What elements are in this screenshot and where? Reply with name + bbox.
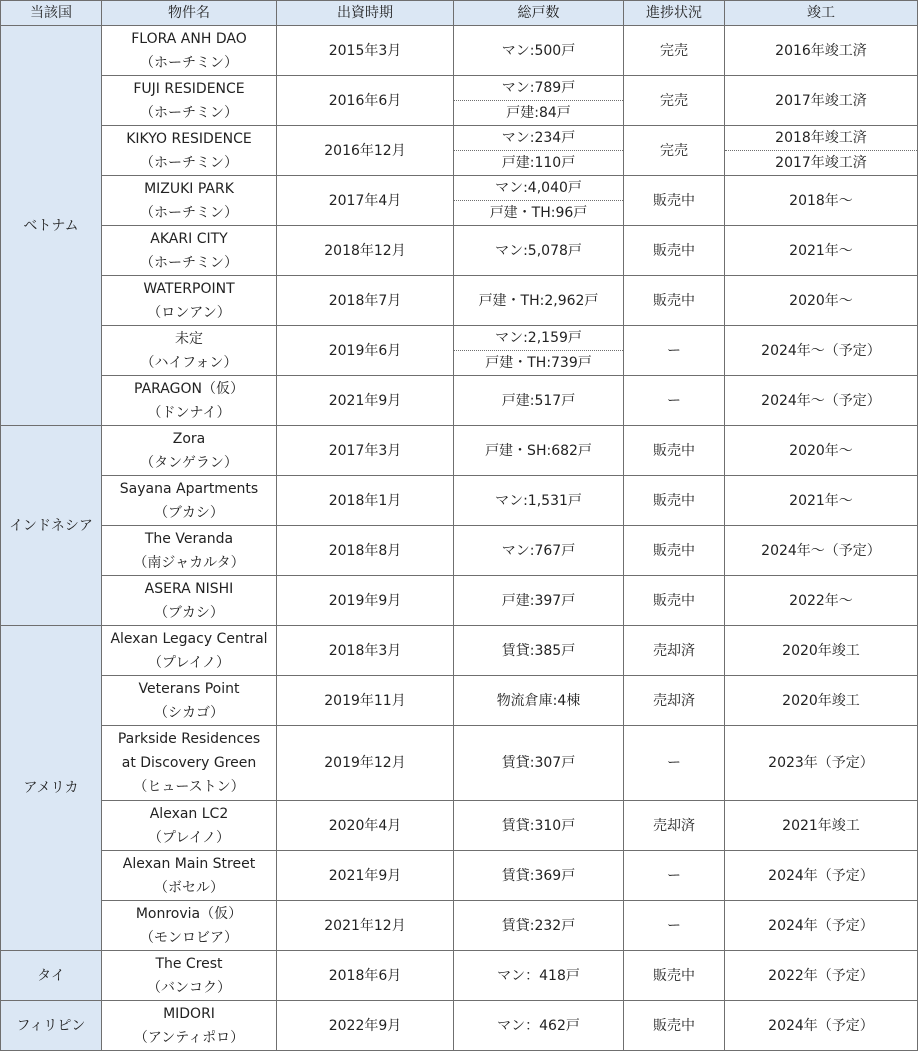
property-name-cell: [102, 126, 277, 176]
country-cell: アメリカ: [1, 626, 102, 951]
total-units-cell: [454, 326, 624, 376]
table-row: [1, 726, 918, 801]
completion-cell: [725, 226, 918, 276]
property-name-cell-line: （ヒューストン）: [133, 779, 245, 795]
table-row: [1, 76, 918, 126]
property-name-cell: [102, 576, 277, 626]
completion-cell-line: 2022年～: [789, 592, 853, 609]
total-units-cell-line: 賃貸:385戸: [501, 642, 576, 659]
total-units-cell-line: 賃貸:369戸: [501, 867, 576, 884]
header-progress: 進捗状況: [624, 1, 725, 26]
property-name-cell-line: PARAGON（仮）: [134, 380, 244, 397]
completion-cell: [725, 526, 918, 576]
completion-cell-line: 2021年～: [789, 492, 853, 509]
total-units-cell-line: 戸建・SH:682戸: [485, 442, 592, 459]
property-name-cell-line: （ロンアン）: [147, 304, 231, 321]
investment-date-cell: 2021年9月: [277, 851, 454, 901]
completion-cell-stack: [725, 126, 917, 175]
completion-cell: [725, 276, 918, 326]
country-cell: インドネシア: [1, 426, 102, 626]
property-name-cell-line: Monrovia（仮）: [135, 905, 243, 922]
property-name-cell: [102, 526, 277, 576]
total-units-cell-stack: [454, 326, 623, 375]
completion-cell-line: 2024年（予定）: [768, 917, 874, 934]
total-units-cell-line: マン:234戸: [501, 130, 576, 146]
property-name-cell-line: （バンコク）: [147, 979, 231, 996]
progress-status-cell: 完売: [624, 26, 725, 76]
property-name-cell-line: 未定: [175, 330, 203, 347]
property-name-cell-line: FUJI RESIDENCE: [133, 80, 245, 97]
total-units-cell: [454, 1001, 624, 1051]
completion-cell-line: 2020年～: [789, 442, 853, 459]
completion-cell: [725, 376, 918, 426]
header-row: [1, 1, 918, 26]
property-name-cell: [102, 951, 277, 1001]
total-units-cell-stack: [454, 126, 623, 175]
completion-cell-line: 2023年（予定）: [768, 755, 874, 771]
total-units-cell-line: 戸建:110戸: [454, 150, 623, 175]
property-name-cell: [102, 476, 277, 526]
property-name-cell-line: （プレイノ）: [148, 829, 230, 846]
investment-date-cell: 2022年9月: [277, 1001, 454, 1051]
property-name-cell: [102, 226, 277, 276]
total-units-cell-line: マン:4,040戸: [495, 180, 582, 196]
table-row: [1, 226, 918, 276]
table-row: [1, 26, 918, 76]
property-name-cell: [102, 626, 277, 676]
completion-cell-line: 2024年～（予定）: [761, 392, 881, 409]
property-name-cell-line: KIKYO RESIDENCE: [126, 130, 252, 147]
total-units-cell-line: 戸建:84戸: [454, 100, 623, 125]
total-units-cell-stack: [454, 176, 623, 225]
progress-status-cell: ー: [624, 726, 725, 801]
completion-cell-line: 2017年竣工済: [775, 92, 867, 109]
header-completion: 竣工: [725, 1, 918, 26]
table-row: [1, 801, 918, 851]
total-units-cell: [454, 576, 624, 626]
completion-cell-line: 2018年～: [789, 192, 853, 209]
property-name-cell-line: WATERPOINT: [143, 280, 235, 297]
total-units-cell-line: 戸建・TH:2,962戸: [478, 292, 599, 309]
property-name-cell-line: Zora: [172, 430, 206, 447]
progress-status-cell: 販売中: [624, 951, 725, 1001]
property-name-cell-line: The Veranda: [144, 530, 234, 547]
total-units-cell: [454, 626, 624, 676]
progress-status-cell: 販売中: [624, 576, 725, 626]
property-name-cell-line: （ブカシ）: [154, 604, 224, 621]
completion-cell: [725, 576, 918, 626]
property-name-cell: [102, 176, 277, 226]
progress-status-cell: 販売中: [624, 226, 725, 276]
header-property-name: 物件名: [102, 1, 277, 26]
total-units-cell-line: マン:789戸: [501, 80, 576, 96]
total-units-cell: [454, 26, 624, 76]
total-units-cell: [454, 526, 624, 576]
total-units-cell-line: 戸建:397戸: [501, 592, 576, 609]
total-units-cell-line: マン:2,159戸: [495, 330, 582, 346]
property-name-cell-line: Parkside Residences: [117, 731, 261, 747]
property-name-cell-line: ASERA NISHI: [144, 580, 234, 597]
total-units-cell: [454, 376, 624, 426]
property-name-cell: [102, 326, 277, 376]
completion-cell-line: 2016年竣工済: [775, 42, 867, 59]
completion-cell: [725, 1001, 918, 1051]
property-name-cell: [102, 676, 277, 726]
investment-date-cell: 2019年12月: [277, 726, 454, 801]
progress-status-cell: 完売: [624, 76, 725, 126]
header-investment-date: 出資時期: [277, 1, 454, 26]
total-units-cell-line: 戸建・TH:96戸: [454, 200, 623, 225]
investment-date-cell: 2016年6月: [277, 76, 454, 126]
property-name-cell-line: at Discovery Green: [121, 755, 257, 771]
completion-cell-line: 2024年～（予定）: [761, 342, 881, 359]
completion-cell: [725, 426, 918, 476]
total-units-cell-line: マン：462戸: [497, 1017, 580, 1034]
country-cell: ベトナム: [1, 26, 102, 426]
investment-date-cell: 2019年9月: [277, 576, 454, 626]
investment-date-cell: 2019年11月: [277, 676, 454, 726]
property-name-cell-line: （ホーチミン）: [140, 254, 238, 271]
property-name-cell-line: Alexan Main Street: [122, 855, 256, 872]
completion-cell-line: 2020年竣工: [782, 642, 860, 659]
table-row: [1, 676, 918, 726]
progress-status-cell: 売却済: [624, 801, 725, 851]
property-name-cell-line: MIDORI: [163, 1005, 215, 1022]
progress-status-cell: ー: [624, 376, 725, 426]
property-name-cell-line: MIZUKI PARK: [144, 180, 234, 197]
table-row: [1, 326, 918, 376]
property-name-cell: [102, 901, 277, 951]
total-units-cell-line: マン:500戸: [501, 42, 576, 59]
completion-cell: [725, 951, 918, 1001]
total-units-cell-line: マン：418戸: [497, 967, 580, 984]
property-name-cell-line: Sayana Apartments: [119, 480, 259, 497]
property-name-cell-line: （タンゲラン）: [140, 454, 238, 471]
total-units-cell-line: 賃貸:307戸: [501, 755, 576, 771]
table-row: [1, 176, 918, 226]
progress-status-cell: ー: [624, 326, 725, 376]
total-units-cell: [454, 901, 624, 951]
header-total-units: 総戸数: [454, 1, 624, 26]
property-name-cell-line: （ハイフォン）: [140, 354, 238, 371]
total-units-cell-line: 戸建・TH:739戸: [454, 350, 623, 375]
progress-status-cell: ー: [624, 901, 725, 951]
progress-status-cell: 販売中: [624, 426, 725, 476]
property-name-cell-line: （ホーチミン）: [140, 104, 238, 121]
property-name-cell-line: （ホーチミン）: [140, 204, 238, 221]
property-name-cell-line: （モンロビア）: [140, 929, 238, 946]
total-units-cell: [454, 951, 624, 1001]
investment-date-cell: 2019年6月: [277, 326, 454, 376]
property-name-cell: [102, 76, 277, 126]
table-row: [1, 426, 918, 476]
progress-status-cell: 販売中: [624, 276, 725, 326]
property-name-cell-line: （プレイノ）: [148, 654, 230, 671]
header-country: 当該国: [1, 1, 102, 26]
property-name-cell-line: （南ジャカルタ）: [133, 554, 245, 571]
completion-cell-line: 2022年（予定）: [768, 967, 874, 984]
total-units-cell-line: 賃貸:232戸: [501, 917, 576, 934]
investment-date-cell: 2018年6月: [277, 951, 454, 1001]
total-units-cell: [454, 801, 624, 851]
table-row: [1, 851, 918, 901]
table-row: [1, 626, 918, 676]
completion-cell: [725, 901, 918, 951]
total-units-cell: [454, 176, 624, 226]
table-row: [1, 126, 918, 176]
completion-cell: [725, 476, 918, 526]
investment-date-cell: 2018年1月: [277, 476, 454, 526]
property-name-cell: [102, 426, 277, 476]
table-row: [1, 901, 918, 951]
property-name-cell-line: （ボセル）: [154, 879, 224, 896]
property-name-cell-line: （ドンナイ）: [147, 404, 231, 421]
investment-date-cell: 2018年3月: [277, 626, 454, 676]
completion-cell: [725, 626, 918, 676]
table-row: [1, 576, 918, 626]
completion-cell: [725, 76, 918, 126]
completion-cell-line: 2021年～: [789, 242, 853, 259]
investment-date-cell: 2021年12月: [277, 901, 454, 951]
table-row: [1, 951, 918, 1001]
completion-cell: [725, 676, 918, 726]
total-units-cell-line: 賃貸:310戸: [501, 817, 576, 834]
property-name-cell: [102, 801, 277, 851]
investment-date-cell: 2017年3月: [277, 426, 454, 476]
property-name-cell-line: FLORA ANH DAO: [131, 30, 247, 47]
property-name-cell-line: （ホーチミン）: [140, 154, 238, 171]
table-row: [1, 476, 918, 526]
property-name-cell-line: Alexan LC2: [149, 805, 229, 822]
progress-status-cell: 販売中: [624, 1001, 725, 1051]
completion-cell-line: 2024年（予定）: [768, 867, 874, 884]
property-name-cell: [102, 276, 277, 326]
property-name-cell: [102, 851, 277, 901]
progress-status-cell: 販売中: [624, 176, 725, 226]
total-units-cell: [454, 76, 624, 126]
completion-cell-line: 2024年～（予定）: [761, 542, 881, 559]
completion-cell: [725, 801, 918, 851]
country-cell: タイ: [1, 951, 102, 1001]
progress-status-cell: 完売: [624, 126, 725, 176]
total-units-cell-line: マン:5,078戸: [495, 242, 582, 259]
property-name-cell-line: （ブカシ）: [154, 504, 224, 521]
total-units-cell-line: 物流倉庫:4棟: [496, 692, 581, 709]
country-cell: フィリピン: [1, 1001, 102, 1051]
investment-date-cell: 2020年4月: [277, 801, 454, 851]
completion-cell: [725, 726, 918, 801]
completion-cell-line: 2018年竣工済: [775, 130, 867, 146]
table-body: [1, 26, 918, 1051]
property-name-cell-line: （アンティポロ）: [133, 1029, 245, 1046]
table-row: [1, 1001, 918, 1051]
property-name-cell-line: The Crest: [155, 955, 223, 972]
total-units-cell: [454, 476, 624, 526]
total-units-cell: [454, 726, 624, 801]
table-row: [1, 276, 918, 326]
total-units-cell-line: 戸建:517戸: [501, 392, 576, 409]
property-name-cell: [102, 1001, 277, 1051]
property-name-cell-line: Veterans Point: [138, 680, 240, 697]
progress-status-cell: 売却済: [624, 626, 725, 676]
total-units-cell: [454, 126, 624, 176]
completion-cell-line: 2020年竣工: [782, 692, 860, 709]
total-units-cell: [454, 226, 624, 276]
completion-cell: [725, 126, 918, 176]
investment-date-cell: 2018年7月: [277, 276, 454, 326]
property-name-cell-line: AKARI CITY: [150, 230, 228, 247]
progress-status-cell: ー: [624, 851, 725, 901]
completion-cell-line: 2020年～: [789, 292, 853, 309]
investment-date-cell: 2015年3月: [277, 26, 454, 76]
table-row: [1, 526, 918, 576]
property-name-cell: [102, 376, 277, 426]
total-units-cell: [454, 276, 624, 326]
investment-date-cell: 2018年12月: [277, 226, 454, 276]
property-name-cell-line: （シカゴ）: [154, 704, 224, 721]
total-units-cell: [454, 851, 624, 901]
property-name-cell-line: （ホーチミン）: [140, 54, 238, 71]
investment-date-cell: 2017年4月: [277, 176, 454, 226]
property-name-cell: [102, 726, 277, 801]
investment-date-cell: 2016年12月: [277, 126, 454, 176]
investment-date-cell: 2018年8月: [277, 526, 454, 576]
completion-cell: [725, 326, 918, 376]
progress-status-cell: 売却済: [624, 676, 725, 726]
property-name-cell-line: Alexan Legacy Central: [110, 630, 268, 647]
table-row: [1, 376, 918, 426]
progress-status-cell: 販売中: [624, 476, 725, 526]
completion-cell-line: 2017年竣工済: [725, 150, 917, 175]
progress-status-cell: 販売中: [624, 526, 725, 576]
total-units-cell: [454, 676, 624, 726]
property-name-cell: [102, 26, 277, 76]
completion-cell: [725, 26, 918, 76]
completion-cell-line: 2021年竣工: [782, 817, 860, 834]
total-units-cell-line: マン:767戸: [501, 542, 576, 559]
completion-cell: [725, 176, 918, 226]
total-units-cell-stack: [454, 76, 623, 125]
completion-cell: [725, 851, 918, 901]
total-units-cell-line: マン:1,531戸: [495, 492, 582, 509]
investment-date-cell: 2021年9月: [277, 376, 454, 426]
completion-cell-line: 2024年（予定）: [768, 1017, 874, 1034]
total-units-cell: [454, 426, 624, 476]
